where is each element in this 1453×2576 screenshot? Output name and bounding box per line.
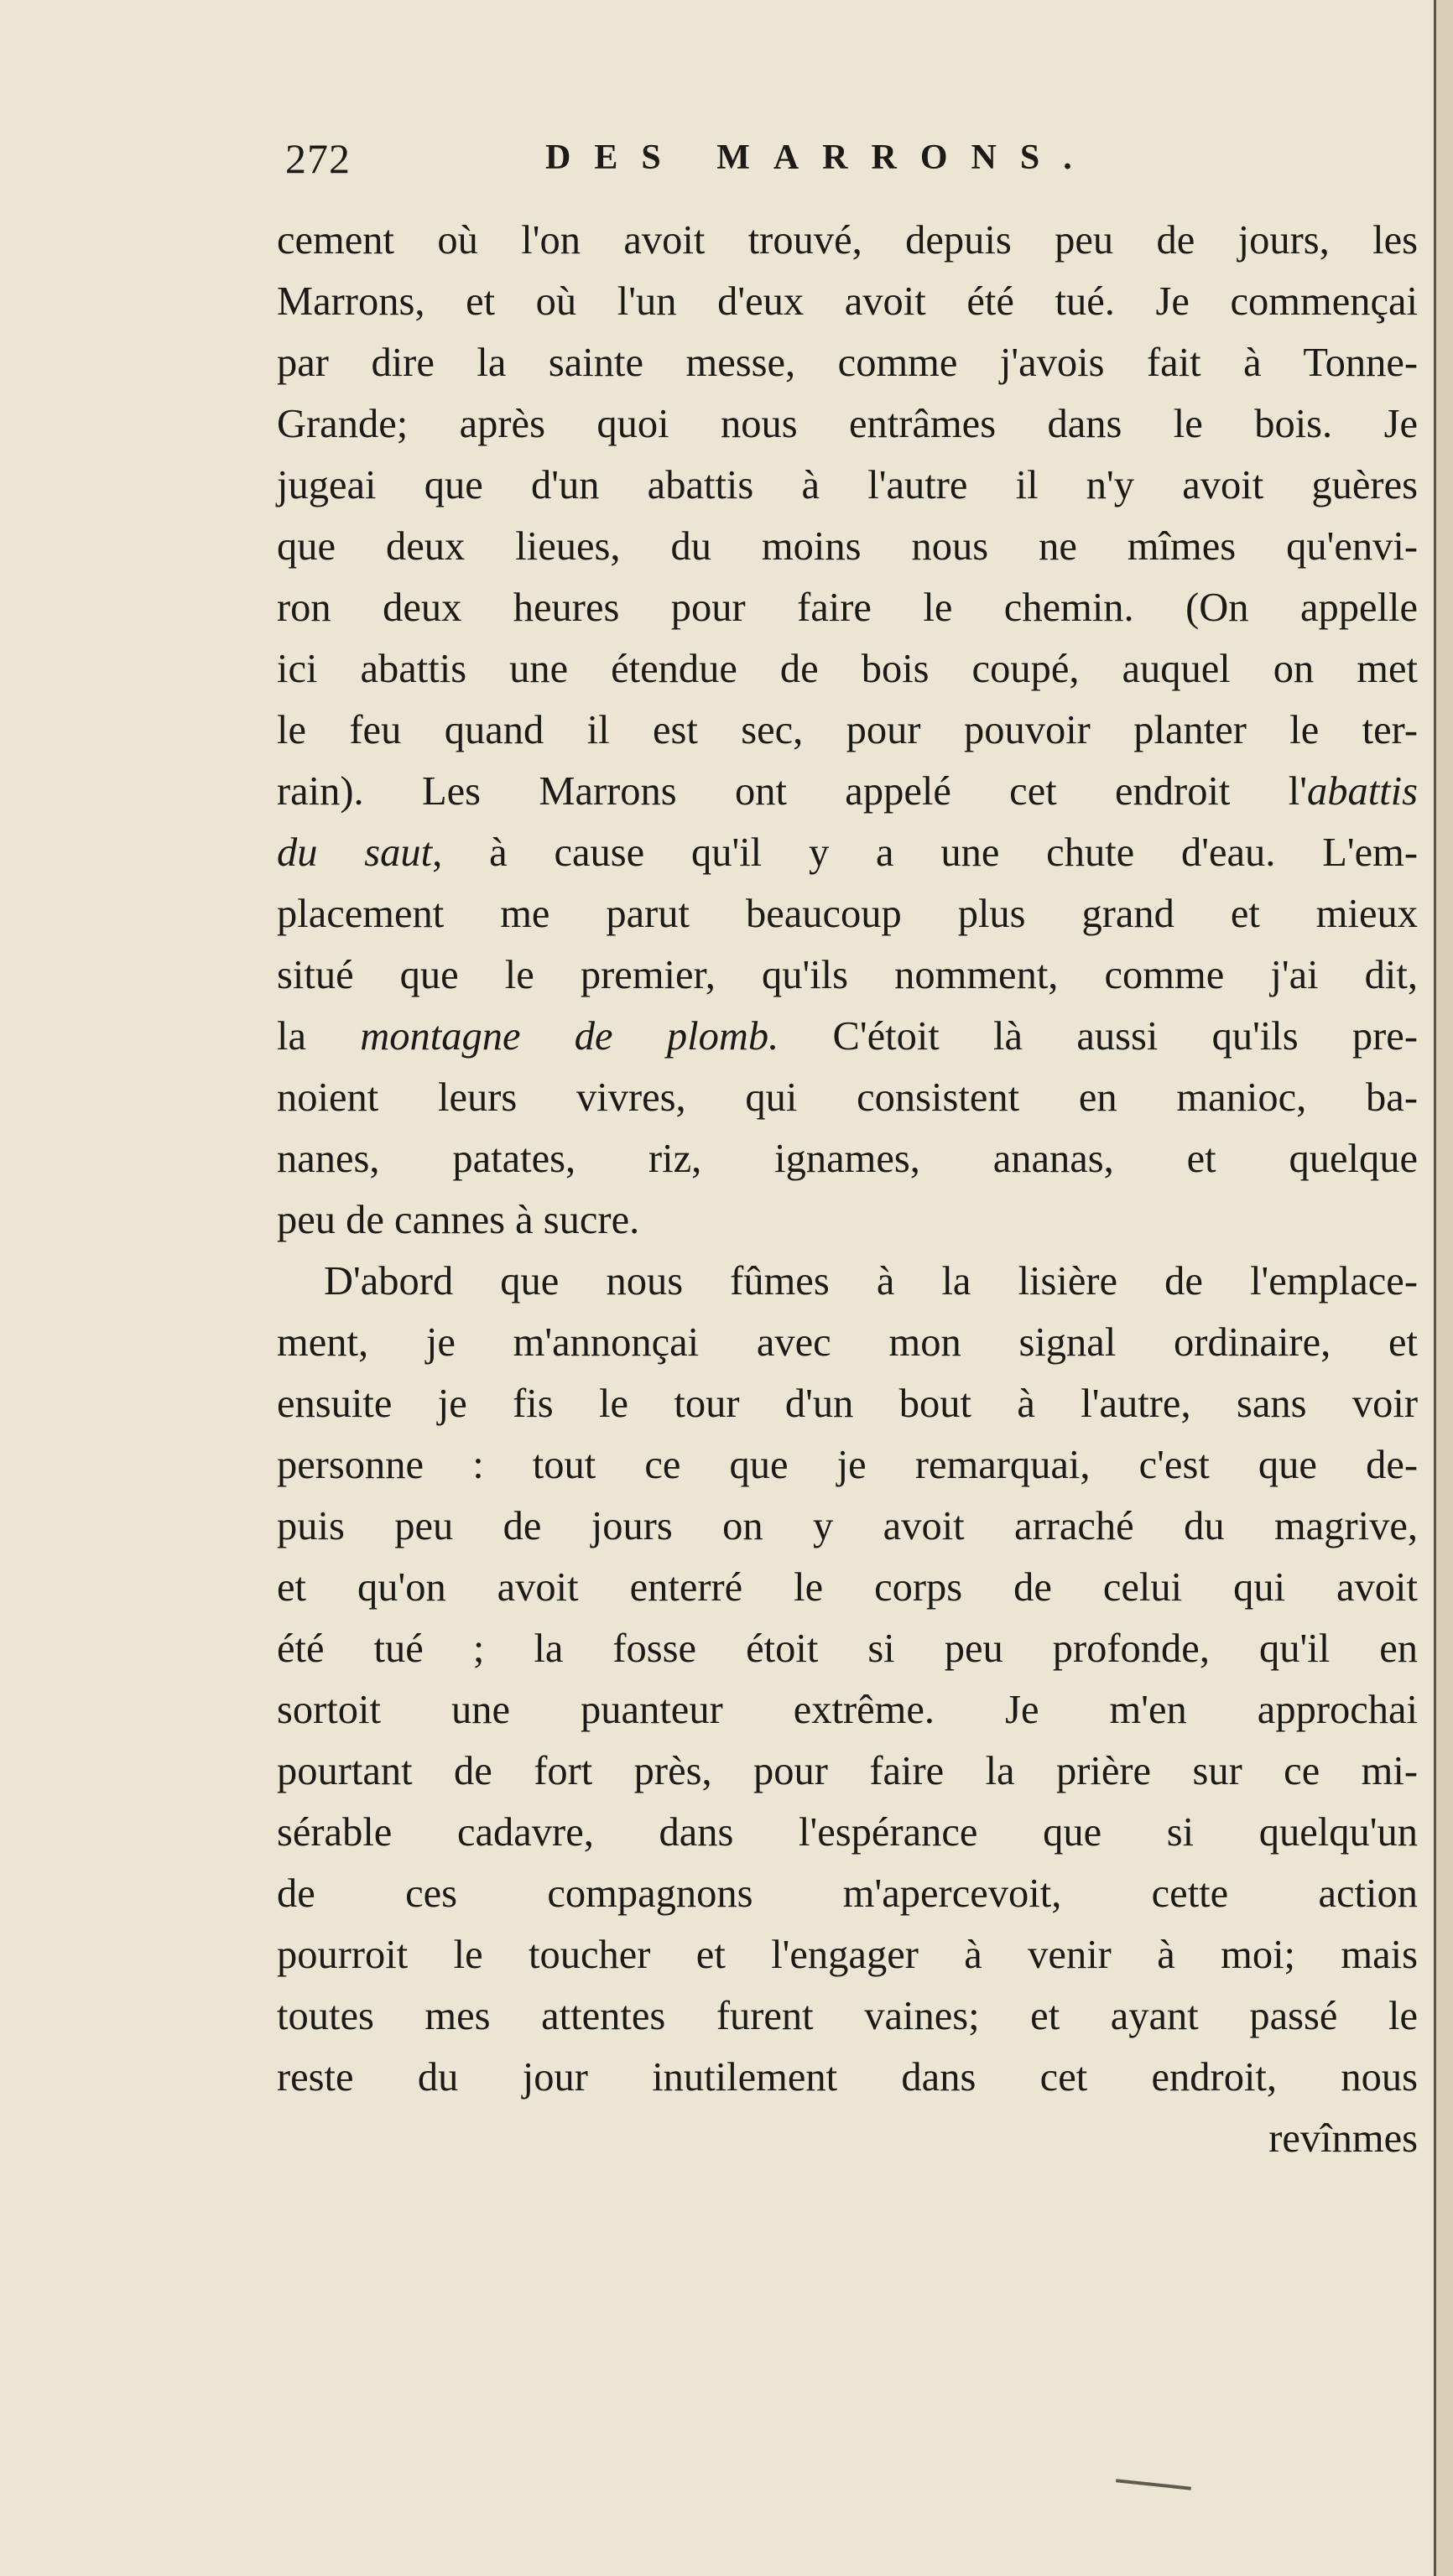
- line-text: ment, je m'annonçai avec mon signal ordinaire, et: [277, 1320, 1418, 1365]
- line-text: le feu quand il est sec, pour pouvoir planter le ter-: [277, 708, 1418, 752]
- text-line: [277, 1679, 1418, 1741]
- italic-text: du saut: [277, 830, 433, 875]
- text-line: [277, 1863, 1418, 1924]
- text-line: [277, 332, 1418, 393]
- page-number: 272: [285, 135, 351, 182]
- text-line: [277, 455, 1418, 516]
- text-line: [277, 1006, 1418, 1067]
- text-line: [277, 1067, 1418, 1128]
- text-line: [277, 1496, 1418, 1557]
- body-text: [277, 210, 1418, 2169]
- italic-text: abattis: [1306, 769, 1418, 814]
- italic-text: montagne de plomb.: [360, 1014, 779, 1059]
- line-text: noient leurs vivres, qui consistent en manioc, ba-: [277, 1075, 1418, 1120]
- line-text: Marrons, et où l'un d'eux avoit été tué. Je commençai: [277, 279, 1418, 324]
- page-edge-shadow: [1434, 0, 1436, 2576]
- line-text: toutes mes attentes furent vaines; et ayant passé le: [277, 1994, 1418, 2038]
- text-line: [277, 2047, 1418, 2108]
- running-head: [277, 134, 1418, 201]
- line-text: Grande; après quoi nous entrâmes dans le bois. Je: [277, 402, 1418, 446]
- text-line: [277, 210, 1418, 271]
- text-line: [277, 577, 1418, 638]
- text-line: [277, 1741, 1418, 1802]
- line-text: pourroit le toucher et l'engager à venir à moi; mais: [277, 1933, 1418, 1977]
- line-text: placement me parut beaucoup plus grand et mieux: [277, 892, 1418, 936]
- line-text: sérable cadavre, dans l'espérance que si quelqu'un: [277, 1810, 1418, 1855]
- line-text: puis peu de jours on y avoit arraché du magrive,: [277, 1504, 1418, 1548]
- text-line: [277, 883, 1418, 945]
- line-text: peu de cannes à sucre.: [277, 1198, 640, 1242]
- line-text: nanes, patates, riz, ignames, ananas, et quelque: [277, 1137, 1418, 1181]
- text-line: [277, 761, 1418, 822]
- line-text: que deux lieues, du moins nous ne mîmes qu'envi-: [277, 524, 1418, 569]
- line-text: été tué ; la fosse étoit si peu profonde, qu'il en: [277, 1626, 1418, 1671]
- text-line: [277, 1985, 1418, 2047]
- line-text: ensuite je fis le tour d'un bout à l'autre, sans voir: [277, 1382, 1418, 1426]
- text-line: [277, 1373, 1418, 1434]
- line-text: jugeai que d'un abattis à l'autre il n'y avoit guères: [277, 463, 1418, 507]
- ink-mark: [1116, 2479, 1191, 2490]
- text-line: [277, 1128, 1418, 1189]
- catchword: [277, 2108, 1418, 2169]
- text-line: [277, 1924, 1418, 1985]
- line-text: situé que le premier, qu'ils nomment, comme j'ai dit,: [277, 953, 1418, 997]
- text-line: [277, 271, 1418, 332]
- text-line: [277, 945, 1418, 1006]
- line-text: de ces compagnons m'apercevoit, cette action: [277, 1871, 1418, 1916]
- line-text: sortoit une puanteur extrême. Je m'en approchai: [277, 1688, 1418, 1732]
- line-text: ron deux heures pour faire le chemin. (On appelle: [277, 585, 1418, 630]
- text-line: [277, 1251, 1418, 1312]
- text-line: [277, 393, 1418, 455]
- text-line: [277, 700, 1418, 761]
- text-line: [277, 1189, 1418, 1251]
- text-line: [277, 1557, 1418, 1618]
- line-text: , à cause qu'il y a une chute d'eau. L'em-: [432, 830, 1419, 875]
- line-text: ici abattis une étendue de bois coupé, auquel on met: [277, 647, 1418, 691]
- line-text: cement où l'on avoit trouvé, depuis peu de jours, les: [277, 218, 1418, 263]
- running-title: DES MARRONS.: [545, 138, 1096, 177]
- text-line: [277, 1802, 1418, 1863]
- page-edge: [1435, 0, 1453, 2576]
- line-text: C'étoit là aussi qu'ils pre-: [779, 1014, 1418, 1059]
- text-line: [277, 1434, 1418, 1496]
- catchword-text: revînmes: [1268, 2116, 1418, 2161]
- line-text: personne : tout ce que je remarquai, c'est que de-: [277, 1443, 1418, 1487]
- line-text: reste du jour inutilement dans cet endroit, nous: [277, 2055, 1418, 2100]
- text-line: [277, 1618, 1418, 1679]
- line-text: D'abord que nous fûmes à la lisière de l'emplace-: [324, 1259, 1418, 1304]
- line-text: par dire la sainte messe, comme j'avois fait à Tonne-: [277, 341, 1418, 385]
- line-text: pourtant de fort près, pour faire la prière sur ce mi-: [277, 1749, 1418, 1793]
- line-text: et qu'on avoit enterré le corps de celui qui avoit: [277, 1565, 1418, 1610]
- text-line: [277, 822, 1418, 883]
- line-text: la: [277, 1014, 361, 1059]
- page-content: [277, 134, 1418, 2169]
- text-line: [277, 1312, 1418, 1373]
- line-text: rain). Les Marrons ont appelé cet endroit l': [277, 769, 1307, 814]
- text-line: [277, 638, 1418, 700]
- text-line: [277, 516, 1418, 577]
